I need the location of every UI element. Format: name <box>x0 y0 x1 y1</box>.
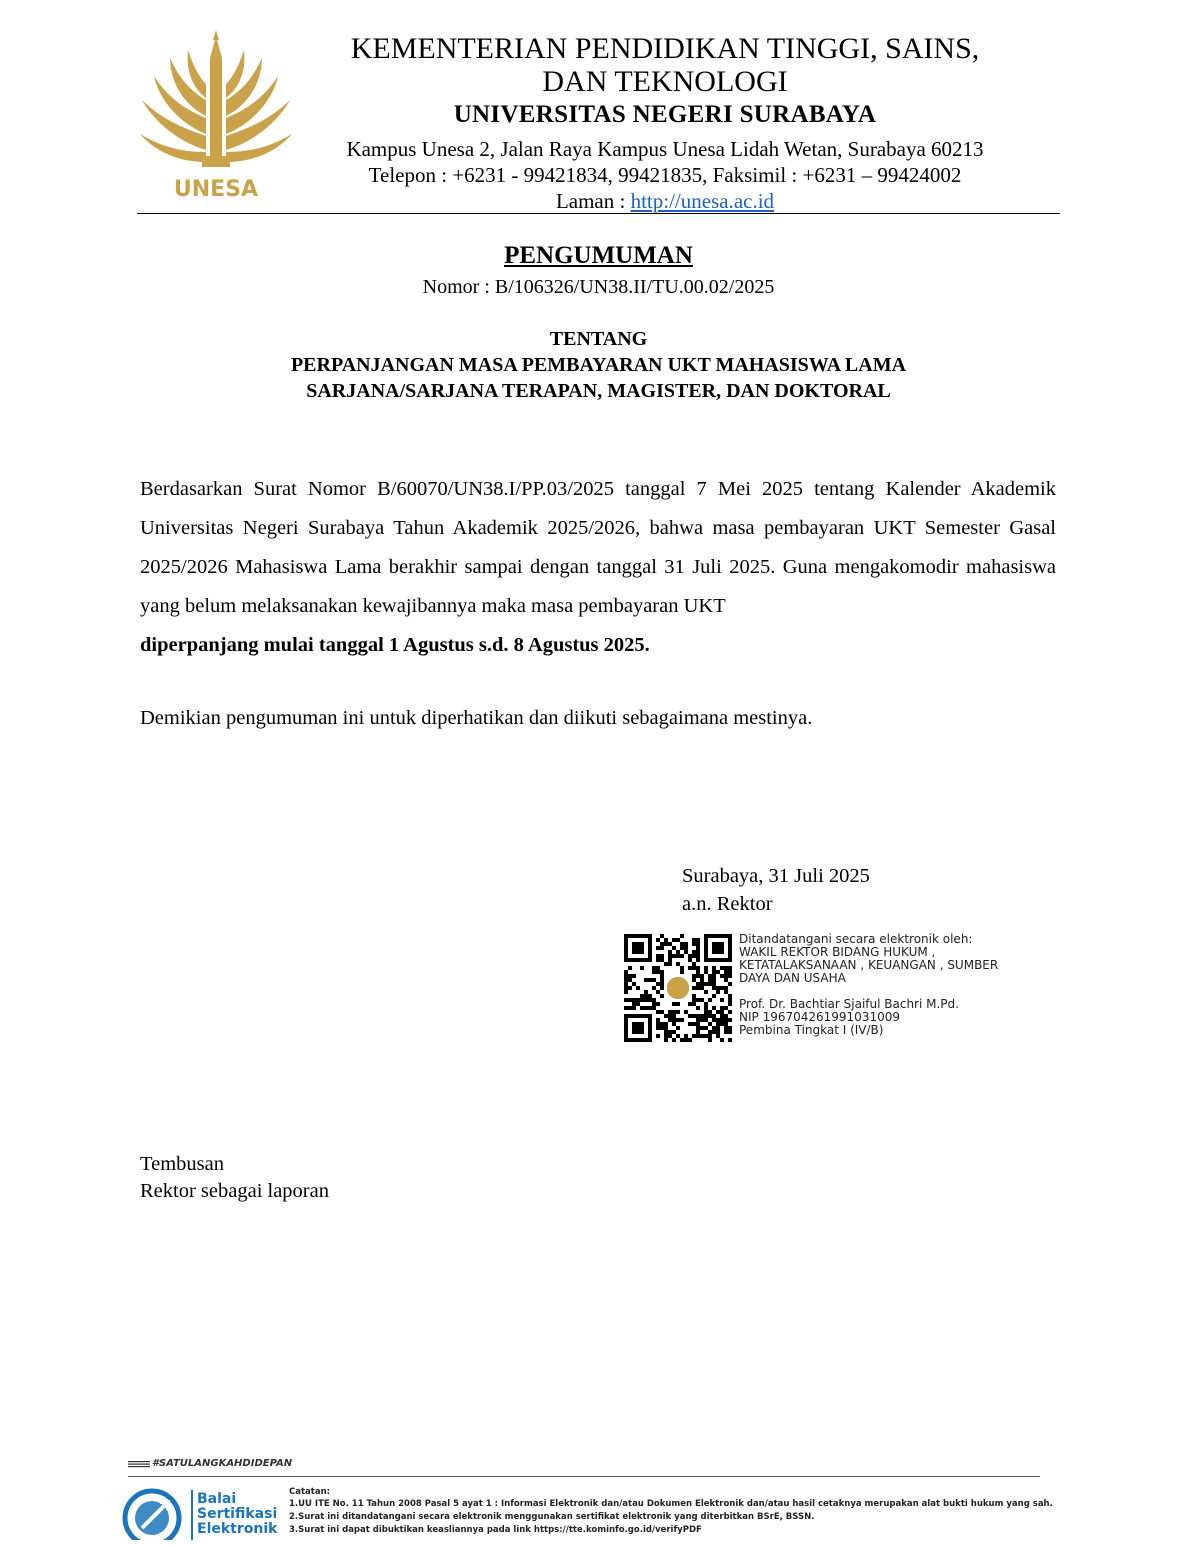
subject-line-2: SARJANA/SARJANA TERAPAN, MAGISTER, DAN DOKTORAL <box>306 380 891 402</box>
header-divider <box>137 213 1060 214</box>
bsre-name-1: Balai <box>197 1491 237 1507</box>
unesa-logo <box>132 30 300 205</box>
closing-sentence: Demikian pengumuman ini untuk diperhatikan dan diikuti sebagaimana mestinya. <box>140 707 813 729</box>
cc-recipient: Rektor sebagai laporan <box>140 1180 329 1202</box>
signer-position-3: DAYA DAN USAHA <box>739 971 846 985</box>
address: Kampus Unesa 2, Jalan Raya Kampus Unesa Lidah Wetan, Surabaya 60213 <box>346 137 984 161</box>
document-title: PENGUMUMAN <box>504 242 693 269</box>
ministry-name <box>300 32 1030 98</box>
website-label: Laman : <box>555 189 631 213</box>
signer-rank: Pembina Tingkat I (IV/B) <box>739 1023 884 1037</box>
footer-divider <box>128 1476 1040 1477</box>
subject-label: TENTANG <box>549 328 648 350</box>
note-1: 1.UU ITE No. 11 Tahun 2008 Pasal 5 ayat 1 : Informasi Elektronik dan/atau Dokumen Elektronik dan/atau hasil cetaknya merupakan alat bukti hukum yang sah. <box>289 1499 1053 1509</box>
qr-code <box>624 934 732 1042</box>
cc-label: Tembusan <box>140 1153 224 1175</box>
body-text: Berdasarkan Surat Nomor B/60070/UN38.I/PP.03/2025 tanggal 7 Mei 2025 tentang Kalender Akademik Universitas Negeri Surabaya Tahun Akademik 2025/2026, bahwa masa pembayaran UKT Semester Gasal 2025/2026 Mahasiswa Lama berakhir sampai dengan tanggal 31 Juli 2025. Guna mengakomodir mahasiswa yang belum melaksanakan kewajibannya maka masa pembayaran UKT <box>140 478 1056 617</box>
bsre-divider <box>191 1490 193 1540</box>
bsre-name-2: Sertifikasi <box>197 1506 278 1522</box>
e-sign-label: Ditandatangani secara elektronik oleh: <box>739 932 973 946</box>
bsre-logo-icon <box>122 1488 188 1540</box>
phone-fax: Telepon : +6231 - 99421834, 99421835, Faksimil : +6231 – 99424002 <box>368 163 962 187</box>
website-link[interactable]: http://unesa.ac.id <box>630 189 775 213</box>
notes-label: Catatan: <box>289 1487 331 1497</box>
signer-position-2: KETATALAKSANAAN , KEUANGAN , SUMBER <box>739 958 999 972</box>
signer-nip: NIP 196704261991031009 <box>739 1010 900 1024</box>
ministry-line-1: KEMENTERIAN PENDIDIKAN TINGGI, SAINS, <box>350 32 980 65</box>
document-number: Nomor : B/106326/UN38.II/TU.00.02/2025 <box>422 276 775 298</box>
on-behalf-of: a.n. Rektor <box>682 893 773 915</box>
logo-text: UNESA <box>173 177 259 202</box>
tagline: #SATULANGKAHDIDEPAN <box>152 1458 293 1469</box>
tagline-bars-icon <box>128 1460 150 1468</box>
contact-block <box>300 136 1030 214</box>
body-paragraph <box>140 470 1056 665</box>
note-3: 3.Surat ini dapat dibuktikan keasliannya pada link https://tte.kominfo.go.id/verifyPDF <box>289 1525 702 1535</box>
university-name: UNIVERSITAS NEGERI SURABAYA <box>453 101 877 128</box>
signer-position-1: WAKIL REKTOR BIDANG HUKUM , <box>739 945 936 959</box>
website-line <box>300 188 1030 214</box>
ministry-line-2: DAN TEKNOLOGI <box>542 65 788 98</box>
bsre-name-3: Elektronik <box>197 1521 278 1537</box>
subject-line-1: PERPANJANGAN MASA PEMBAYARAN UKT MAHASISWA LAMA <box>290 354 907 376</box>
place-date: Surabaya, 31 Juli 2025 <box>682 865 870 887</box>
extension-period: diperpanjang mulai tanggal 1 Agustus s.d. 8 Agustus 2025. <box>140 634 650 656</box>
note-2: 2.Surat ini ditandatangani secara elektronik menggunakan sertifikat elektronik yang diterbitkan BSrE, BSSN. <box>289 1512 815 1522</box>
signer-name: Prof. Dr. Bachtiar Sjaiful Bachri M.Pd. <box>739 997 959 1011</box>
